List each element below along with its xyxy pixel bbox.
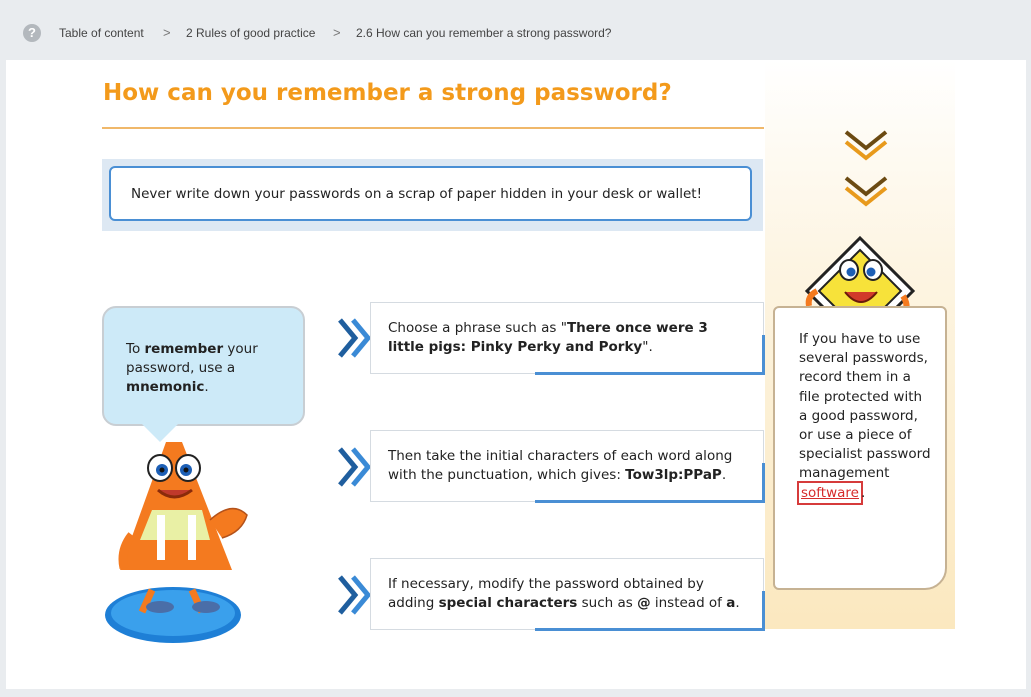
bubble-bold-mnemonic: mnemonic [126,379,205,395]
bubble-bold-remember: remember [144,341,224,357]
step-bold-a: a [726,595,736,611]
bubble-text: your password, use a [126,341,258,376]
step-text: . [721,467,727,483]
step-bold-at: @ [637,595,651,611]
tip-box [773,306,947,590]
step-text: such as [577,595,638,611]
step-text: instead of [650,595,727,611]
tip-text: . [860,484,866,501]
step-text: If necessary, modify the password obtained by adding [388,576,704,611]
chevron-right-icon: > [163,25,171,40]
speech-bubble [102,306,305,426]
help-icon[interactable]: ? [23,24,41,42]
step-text: ". [642,339,653,355]
page-title: How can you remember a strong password? [103,80,672,106]
step-text: . [735,595,740,611]
step-box-3 [370,558,764,630]
warning-text: Never write down your passwords on a scrap of paper hidden in your desk or wallet! [131,185,703,202]
breadcrumb-item-current: 2.6 How can you remember a strong password? [356,26,612,40]
breadcrumb [0,0,1031,62]
warning-box [109,166,752,221]
step-bold-special: special characters [438,595,578,611]
chevron-down-icon [843,128,889,164]
step-bold-phrase: There once were 3 little pigs: Pinky Perky and Porky [388,320,708,355]
breadcrumb-item-rules[interactable]: 2 Rules of good practice [186,26,316,40]
chevron-right-icon: > [333,25,341,40]
tip-text: If you have to use several passwords, record them in a file protected with a good password, or use a piece of specialist password management [799,331,931,482]
bubble-text: . [204,379,209,395]
step-box-2 [370,430,764,502]
step-bold-password: Tow3lp:PPaP [625,467,722,483]
traffic-cone-mascot-icon [102,440,272,650]
title-divider [102,127,764,129]
step-box-1 [370,302,764,374]
bubble-text: To [126,341,145,357]
breadcrumb-item-table-of-content[interactable]: Table of content [59,26,144,40]
chevron-down-icon [843,174,889,210]
step-text: Then take the initial characters of each word along with the punctuation, which gives: [388,448,733,483]
step-text: Choose a phrase such as " [388,320,567,336]
software-link[interactable]: software [801,484,859,501]
